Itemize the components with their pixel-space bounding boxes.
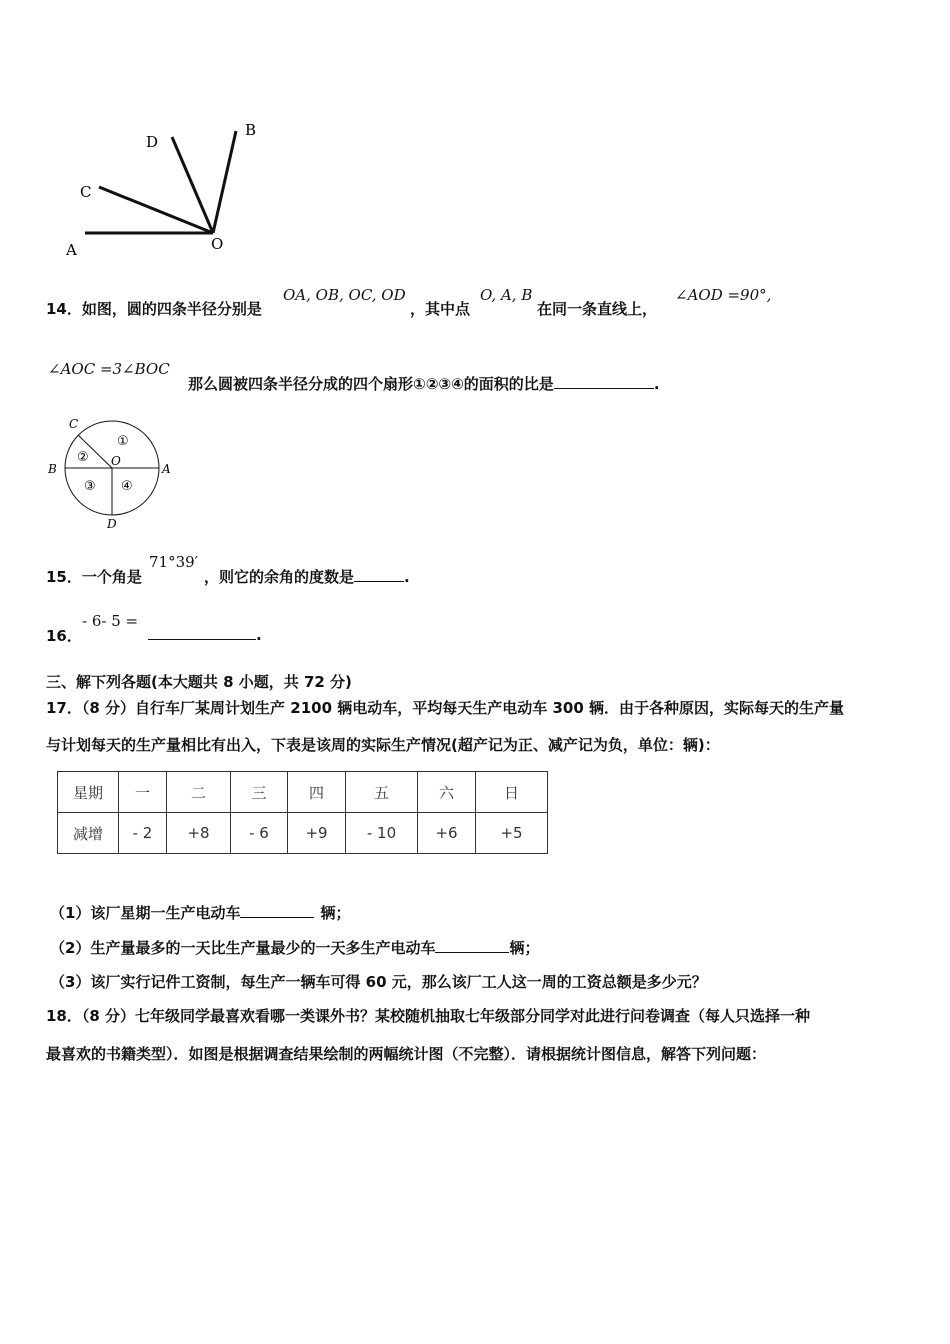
sector-4: ④ [121,479,133,494]
table-cell: +5 [476,813,548,854]
q14-end: . [653,375,660,393]
table-cell: - 10 [346,813,418,854]
table-cell: 三 [231,772,288,813]
circle-label-c: C [69,417,79,431]
q18-line1: 18．（8 分）七年级同学最喜欢看哪一类课外书？某校随机抽取七年级部分同学对此进行问卷调查（每人只选择一种 [46,1007,811,1025]
q14-line1 [46,298,262,319]
table-cell: 一 [119,772,167,813]
q15-answer-blank [354,567,404,582]
q17-sub1-text: （1）该厂星期一生产电动车 [50,904,241,922]
q14-text4: 那么圆被四条半径分成的四个扇形①②③④的面积的比是 [188,375,554,393]
table-cell: +6 [418,813,476,854]
q14-text2: ，其中点 [410,300,471,318]
q15-text1: 一个角是 [81,568,142,586]
label-b: B [245,121,257,139]
table-cell: - 2 [119,813,167,854]
q14-math-points: O, A, B [480,286,533,304]
label-o: O [211,235,224,253]
q14-math-radii: OA, OB, OC, OD [283,286,406,304]
angle-rays-figure [55,115,285,265]
q18-line2: 最喜欢的书籍类型）．如图是根据调查结果绘制的两幅统计图（不完整）．请根据统计图信息，解答下列问题： [46,1045,767,1063]
q16-math-expr: - 6- 5 = [82,612,139,630]
label-a: A [66,241,77,259]
q17-sub1-blank [240,903,314,918]
q17-sub2-text: （2）生产量最多的一天比生产量最少的一天多生产电动车 [50,939,436,957]
table-cell: 二 [167,772,231,813]
table-header-row [58,772,548,813]
q14-text3: 在同一条直线上， [537,300,658,318]
sector-1: ① [117,434,129,449]
q14-number: 14． [46,300,82,318]
q17-sub2 [50,937,539,958]
q17-line2: 与计划每天的生产量相比有出入，下表是该周的实际生产情况(超产记为正、减产记为负，单位：辆)： [46,736,720,754]
table-row [58,813,548,854]
q17-sub3: （3）该厂实行记件工资制，每生产一辆车可得 60 元，那么该厂工人这一周的工资总额是多少元？ [50,973,707,991]
q15-line-rest [204,566,410,587]
q16-answer [148,625,262,644]
sector-2: ② [77,450,89,465]
ray-ob [213,131,236,233]
table-cell: - 6 [231,813,288,854]
q16-end: . [256,626,262,644]
q17-sub1-unit: 辆； [320,904,351,922]
q17-sub1 [50,902,350,923]
q17-line1: 17．（8 分）自行车厂某周计划生产 2100 辆电动车，平均每天生产电动车 300 辆．由于各种原因，实际每天的生产量 [46,699,844,717]
table-cell: +9 [288,813,346,854]
circle-label-a: A [162,462,171,476]
q14-math-aoc: ∠AOC =3∠BOC [48,360,170,378]
q14-answer-blank [554,374,654,389]
q15-number: 15． [46,568,82,586]
table-cell: 日 [476,772,548,813]
production-table [57,771,548,854]
sector-3: ③ [84,479,96,494]
label-d: D [146,133,159,151]
q14-math-aod: ∠AOD =90°, [675,286,772,304]
table-cell: +8 [167,813,231,854]
q15-math-angle: 71°39′ [149,553,199,571]
table-cell: 六 [418,772,476,813]
q14-line2 [188,373,660,394]
q15-end: . [404,568,410,586]
table-cell: 四 [288,772,346,813]
q15-line [46,566,142,587]
q17-sub2-unit: 辆； [509,939,540,957]
table-cell: 减增 [58,813,119,854]
circle-label-d: D [107,517,117,531]
q14-text1: 如图，圆的四条半径分别是 [81,300,262,318]
q16-answer-blank [148,625,256,640]
circle-label-o: O [111,454,121,468]
table-cell: 五 [346,772,418,813]
circle-sectors-figure [44,413,184,535]
table-cell: 星期 [58,772,119,813]
q17-sub2-blank [435,938,509,953]
q16-number: 16． [46,627,82,645]
circle-label-b: B [48,462,57,476]
q15-text2: ，则它的余角的度数是 [204,568,355,586]
section3-title: 三、解下列各题(本大题共 8 小题，共 72 分) [46,673,352,691]
label-c: C [80,183,92,201]
